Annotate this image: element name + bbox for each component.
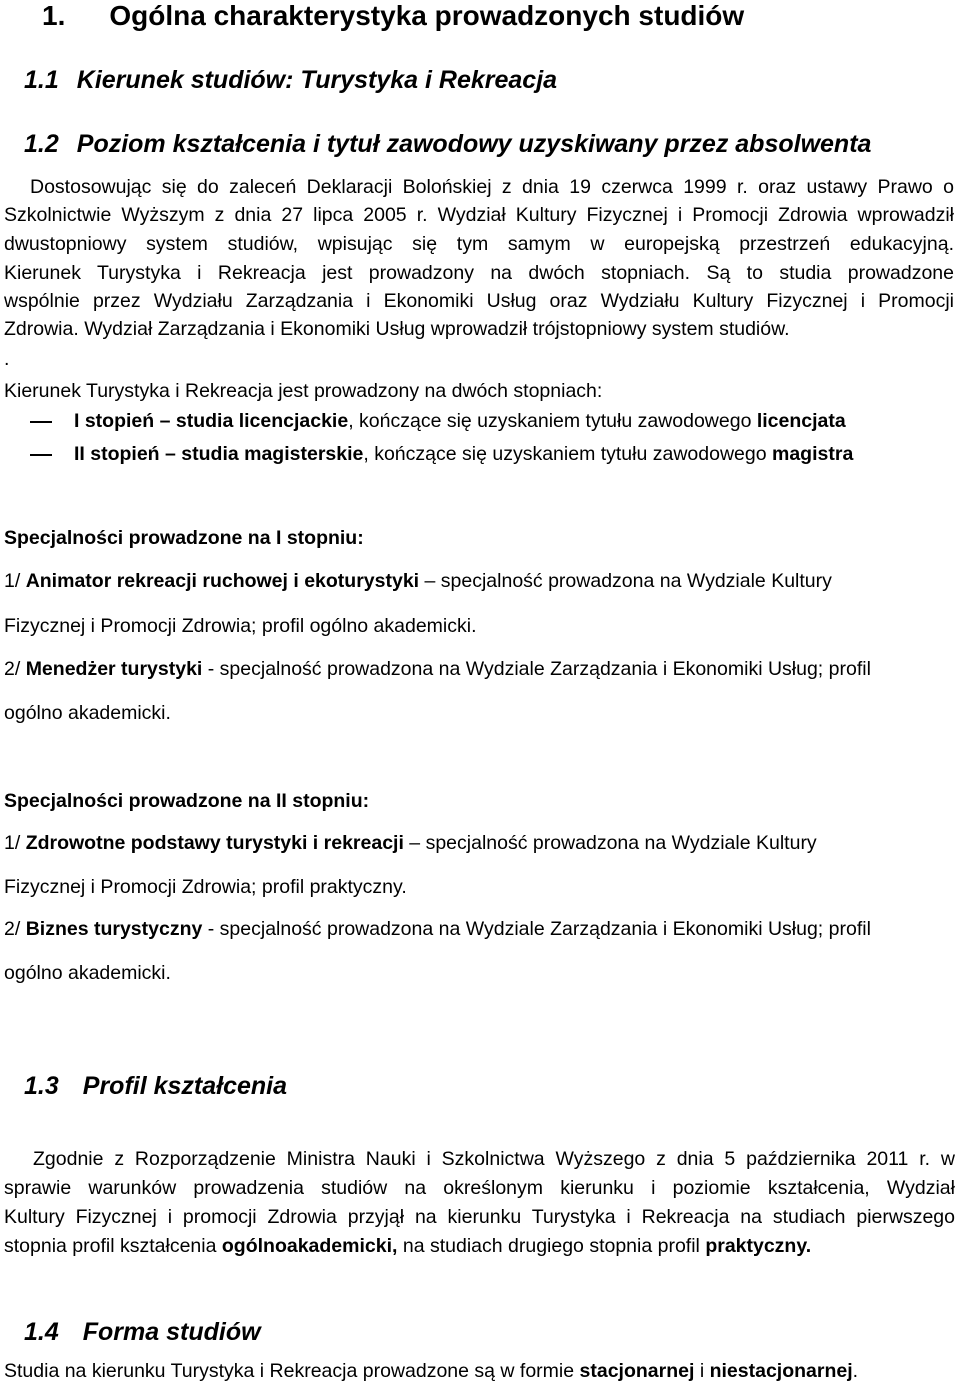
- spec-2-item-1-cont: Fizycznej i Promocji Zdrowia; profil praktyczny.: [4, 876, 407, 898]
- dash-bullet-icon: [30, 454, 52, 456]
- paragraph-line: Dostosowując się do zaleceń Deklaracji Bolońskiej z dnia 19 czerwca 1999 r. oraz ustawy Prawo o: [30, 176, 954, 198]
- levels-intro: Kierunek Turystyka i Rekreacja jest prowadzony na dwóch stopniach:: [4, 380, 603, 402]
- section-title: Profil kształcenia: [82, 1072, 288, 1100]
- paragraph-line: Studia na kierunku Turystyka i Rekreacja prowadzone są w formie stacjonarnej i niestacjonarnej.: [4, 1360, 859, 1382]
- section-number: 1.1: [24, 66, 59, 94]
- chapter-heading: [42, 0, 744, 32]
- paragraph-line: Zgodnie z Rozporządzenie Ministra Nauki i Szkolnictwa Wyższego z dnia 5 października 2011 r. w: [33, 1148, 955, 1170]
- paragraph-line: wspólnie przez Wydziału Zarządzania i Ekonomiki Usług oraz Wydziału Kultury Fizycznej i Promocji: [4, 290, 954, 312]
- spec-1-item-2-cont: ogólno akademicki.: [4, 702, 171, 724]
- paragraph-line: Kierunek Turystyka i Rekreacja jest prowadzony na dwóch stopniach. Są to studia prowadzone: [4, 262, 954, 284]
- paragraph-line: sprawie warunków prowadzenia studiów na określonym kierunku i poziomie kształcenia, Wydział: [4, 1177, 955, 1199]
- stray-dot: .: [4, 348, 10, 370]
- section-1-2-heading: [24, 130, 871, 159]
- section-title: Forma studiów: [82, 1318, 261, 1346]
- spec-2-item-2: 2/ Biznes turystyczny - specjalność prowadzona na Wydziale Zarządzania i Ekonomiki Usług; profil: [4, 918, 871, 940]
- section-1-4-heading: [24, 1318, 261, 1347]
- paragraph-line: dwustopniowy system studiów, wpisując się tym samym w europejską przestrzeń edukacyjną.: [4, 233, 954, 255]
- chapter-title: Ogólna charakterystyka prowadzonych studiów: [109, 0, 745, 31]
- paragraph-line: stopnia profil kształcenia ogólnoakademicki, na studiach drugiego stopnia profil praktyczny.: [4, 1235, 812, 1257]
- spec-1-heading: Specjalności prowadzone na I stopniu:: [4, 527, 364, 549]
- paragraph-line: Kultury Fizycznej i promocji Zdrowia przyjął na kierunku Turystyka i Rekreacja na studiach pierwszego: [4, 1206, 955, 1228]
- spec-2-item-2-cont: ogólno akademicki.: [4, 962, 171, 984]
- section-1-1-heading: [24, 66, 557, 95]
- spec-1-item-1: 1/ Animator rekreacji ruchowej i ekoturystyki – specjalność prowadzona na Wydziale Kultury: [4, 570, 832, 592]
- list-item-level-1: I stopień – studia licencjackie, kończące się uzyskaniem tytułu zawodowego licencjata: [30, 410, 846, 433]
- section-number: 1.3: [24, 1072, 59, 1100]
- spec-1-item-1-cont: Fizycznej i Promocji Zdrowia; profil ogólno akademicki.: [4, 615, 477, 637]
- section-title: Poziom kształcenia i tytuł zawodowy uzyskiwany przez absolwenta: [76, 130, 872, 158]
- spec-2-item-1: 1/ Zdrowotne podstawy turystyki i rekreacji – specjalność prowadzona na Wydziale Kultury: [4, 832, 817, 854]
- dash-bullet-icon: [30, 421, 52, 423]
- section-number: 1.4: [24, 1318, 59, 1346]
- spec-2-heading: Specjalności prowadzone na II stopniu:: [4, 790, 370, 812]
- paragraph-line: Szkolnictwie Wyższym z dnia 27 lipca 2005 r. Wydział Kultury Fizycznej i Promocji Zdrowia wprowadził: [4, 204, 954, 226]
- paragraph-line: Zdrowia. Wydział Zarządzania i Ekonomiki Usług wprowadził trójstopniowy system studiów.: [4, 318, 790, 340]
- chapter-number: 1.: [42, 0, 66, 31]
- list-item-level-2: II stopień – studia magisterskie, kończące się uzyskaniem tytułu zawodowego magistra: [30, 443, 853, 466]
- section-number: 1.2: [24, 130, 59, 158]
- section-1-3-heading: [24, 1072, 287, 1101]
- spec-1-item-2: 2/ Menedżer turystyki - specjalność prowadzona na Wydziale Zarządzania i Ekonomiki Usług; profil: [4, 658, 871, 680]
- section-title: Kierunek studiów: Turystyka i Rekreacja: [76, 66, 558, 94]
